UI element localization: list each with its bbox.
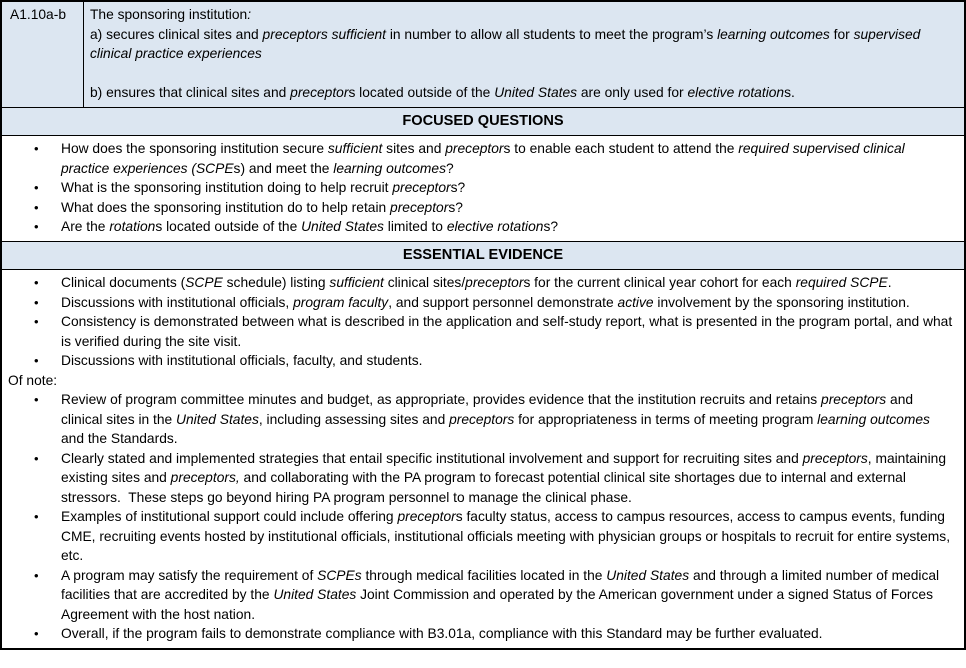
list-item-text [61,312,964,351]
text: What is the sponsoring institution doing to help recruit [61,180,393,195]
italic-text: preceptor [392,180,451,195]
text: are only used for [577,85,688,100]
bullet-marker: • [34,219,39,234]
list-item-text [61,293,964,313]
list-item-text [61,217,964,237]
focused-questions-header: FOCUSED QUESTIONS [2,108,964,137]
italic-text: learning outcomes [717,26,830,42]
list-item [2,139,964,178]
italic-text: elective rotation [687,85,785,100]
list-item [2,273,964,293]
text: and collaborating with the PA program to forecast potential clinical site shortages due to internal and external stressors. These steps go beyond hiring PA program personnel to manage the clinical phase. [61,470,910,505]
italic-text: United States [494,85,578,100]
list-item [2,390,964,449]
list-item [2,217,964,237]
italic-text: sufficient [329,275,384,290]
italic-text: preceptors [449,411,515,427]
paragraph [90,25,956,64]
text: for appropriateness in terms of meeting program [514,411,818,427]
list-item [2,507,964,566]
text: s located outside of the [155,219,302,234]
bullet-marker: • [34,353,39,368]
text: What does the sponsoring institution do to help retain [61,199,391,215]
italic-text: United States [273,587,357,602]
list-item-text [61,198,964,218]
text: s? [448,199,463,215]
text: in number to allow all students to meet the program’s [386,26,718,42]
text: and clinical sites in the [61,392,917,427]
list-item-text [61,449,964,508]
italic-text: preceptors, [170,470,240,485]
bullet-marker: • [34,314,39,329]
text: sites and [382,141,446,156]
text: a) secures clinical sites and [90,26,263,42]
italic-text: active [617,294,654,310]
list-item-text [61,624,964,644]
standard-code: A1.10a-b [2,2,84,107]
bullet-marker: • [34,275,39,290]
text: , including assessing sites and [258,411,450,427]
bullet-marker: • [34,141,39,156]
italic-text: preceptors [802,450,868,466]
text: . [887,275,892,290]
bullet-marker: • [34,199,39,215]
list-item-text [61,390,964,449]
list-item-text [61,507,964,566]
italic-text: United States [301,219,384,234]
text: s) and meet the [233,160,334,176]
text: , maintaining existing sites and [61,450,950,485]
text: and the Standards. [61,411,934,446]
evidence-list-top [2,273,964,371]
text: s faculty status, access to campus resources, access to campus events, funding CME, recruiting events hosted by institutional officials, institutional officials meeting with physician groups or hospitals to recruit for entire systems, etc. [61,509,954,563]
italic-text: preceptor [290,85,349,100]
list-item [2,293,964,313]
italic-text: required supervised clinical practice experiences (SCPE [61,141,909,176]
text: s? [543,219,559,234]
list-item [2,351,964,371]
list-item [2,198,964,218]
text: and through a limited number of medical facilities that are accredited by the [61,567,943,602]
bullet-marker: • [34,180,39,195]
italic-text: preceptor [397,509,456,524]
list-item [2,178,964,198]
text: for [829,26,854,42]
standard-row [2,2,964,108]
bullet-marker: • [34,626,39,641]
italic-text: United States [606,567,690,583]
text: Discussions with institutional officials, [61,294,294,310]
text: limited to [383,219,447,234]
evidence-list-note [2,390,964,644]
text: A program may satisfy the requirement of [61,567,318,583]
italic-text: learning outcomes [817,411,930,427]
italic-text: supervised clinical practice experiences [90,26,925,61]
italic-text: preceptors [821,392,887,407]
italic-text: : [247,7,252,22]
text: Discussions with institutional officials, faculty, and students. [61,353,423,368]
text: Joint Commission and operated by the American government under a signed Status of Forces Agreement with the host nation. [61,587,937,622]
list-item-text [61,273,964,293]
paragraph [90,64,956,84]
text: b) ensures that clinical sites and [90,85,291,100]
text: Overall, if the program fails to demonstrate compliance with B3.01a, compliance with this Standard may be further evaluated. [61,626,823,641]
italic-text: preceptor [445,141,504,156]
list-item-text [61,178,964,198]
text: Are the [61,219,110,234]
standard-text-cell [84,2,964,107]
text: s. [784,85,795,100]
text: Examples of institutional support could include offering [61,509,398,524]
italic-text: rotation [109,219,156,234]
italic-text: elective rotation [446,219,544,234]
bullet-marker: • [34,450,39,466]
text: s for the current clinical year cohort for each [523,275,796,290]
text: clinical sites/ [383,275,466,290]
bullet-marker: • [34,294,39,310]
text: Consistency is demonstrated between what is described in the application and self-study report, what is presented in the program portal, and what is verified during the site visit. [61,314,957,349]
text: schedule) listing [222,275,330,290]
essential-evidence-section [2,270,964,648]
list-item [2,312,964,351]
list-item [2,566,964,625]
of-note-label: Of note: [8,372,58,388]
text: s to enable each student to attend the [503,141,739,156]
list-item-text [61,351,964,371]
text: Review of program committee minutes and budget, as appropriate, provides evidence that the institution recruits and retains [61,392,822,407]
italic-text: program faculty [293,294,389,310]
italic-text: preceptor [390,199,449,215]
paragraph [90,83,956,103]
text: Clearly stated and implemented strategies that entail specific institutional involvement and support for recruiting sites and [61,450,803,466]
italic-text: preceptors sufficient [262,26,387,42]
text: , and support personnel demonstrate [388,294,618,310]
text: The sponsoring institution [90,7,248,22]
text: involvement by the sponsoring institution. [653,294,910,310]
italic-text: SCPE [185,275,223,290]
text: Clinical documents ( [61,275,186,290]
text: through medical facilities located in the [361,567,607,583]
bullet-marker: • [34,392,39,407]
list-item-text [61,139,964,178]
bullet-marker: • [34,509,39,524]
italic-text: required SCPE [795,275,888,290]
italic-text: sufficient [327,141,383,156]
paragraph [90,5,956,25]
italic-text: preceptor [465,275,524,290]
text: How does the sponsoring institution secure [61,141,328,156]
essential-evidence-header: ESSENTIAL EVIDENCE [2,242,964,271]
text: s located outside of the [348,85,495,100]
list-item-text [61,566,964,625]
text: ? [446,160,454,176]
text: s? [450,180,466,195]
list-item [2,624,964,644]
list-item [2,449,964,508]
bullet-marker: • [34,567,39,583]
italic-text: SCPEs [317,567,362,583]
italic-text: United States [176,411,259,427]
italic-text: learning outcomes [333,160,446,176]
focused-questions-section [2,136,964,242]
